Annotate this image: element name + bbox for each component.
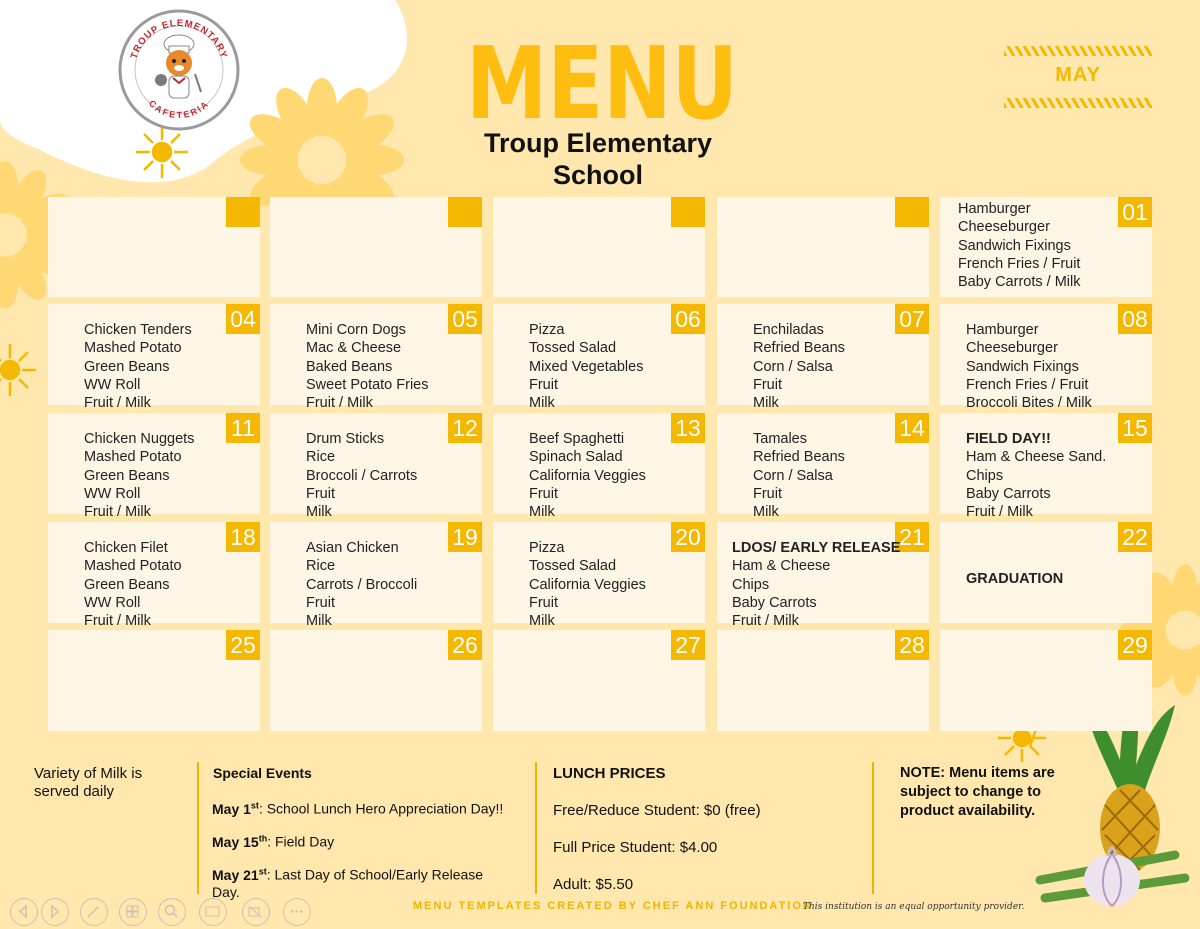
lunch-prices-heading: LUNCH PRICES xyxy=(553,765,666,782)
event-date: May 15th xyxy=(212,833,268,850)
menu-item: Beef Spaghetti xyxy=(529,431,625,447)
day-cell xyxy=(493,522,705,630)
menu-item: Tamales xyxy=(753,431,807,447)
menu-item: Rice xyxy=(306,558,336,575)
day-number: 27 xyxy=(671,630,705,660)
menu-item: Refried Beans xyxy=(753,340,845,357)
menu-item: Milk xyxy=(529,395,555,412)
menu-items xyxy=(84,539,256,630)
menu-item: Fruit xyxy=(753,485,782,502)
school-name: Troup Elementary School xyxy=(483,128,713,190)
menu-item: Spinach Salad xyxy=(529,449,623,466)
menu-item: Sandwich Fixings xyxy=(966,358,1079,375)
menu-item: Chicken Tenders xyxy=(84,322,192,338)
menu-item: Pizza xyxy=(529,322,565,338)
menu-item: Milk xyxy=(753,504,779,521)
menu-items xyxy=(753,321,925,412)
menu-item: Green Beans xyxy=(84,467,170,484)
day-cell xyxy=(940,304,1152,412)
menu-item: Drum Sticks xyxy=(306,431,385,447)
day-number: 12 xyxy=(448,413,482,443)
menu-item: Green Beans xyxy=(84,576,170,593)
day-number: 29 xyxy=(1118,630,1152,660)
menu-item: Mixed Vegetables xyxy=(529,358,644,375)
menu-item: Cheeseburger xyxy=(966,340,1058,357)
equal-opportunity-statement: This institution is an equal opportunity provider. xyxy=(803,902,1025,912)
event-text: : School Lunch Hero Appreciation Day!! xyxy=(258,800,504,817)
menu-item: Mini Corn Dogs xyxy=(306,322,406,338)
subtitles-icon[interactable] xyxy=(199,898,227,926)
day-number: 15 xyxy=(1118,413,1152,443)
menu-items xyxy=(966,570,1148,588)
day-number: 08 xyxy=(1118,304,1152,334)
menu-item: Milk xyxy=(306,504,332,521)
event-date: May 21st xyxy=(212,866,267,883)
menu-item: Broccoli Bites / Milk xyxy=(966,395,1092,412)
special-event xyxy=(212,797,512,818)
menu-item: Rice xyxy=(306,449,336,466)
menu-item: Chicken Nuggets xyxy=(84,431,195,447)
menu-items xyxy=(306,539,478,630)
slides-icon[interactable] xyxy=(119,898,147,926)
menu-items xyxy=(966,430,1148,521)
day-number: 07 xyxy=(895,304,929,334)
day-cell xyxy=(270,413,482,521)
menu-items xyxy=(306,430,478,521)
menu-item: Milk xyxy=(306,613,332,630)
day-number: 06 xyxy=(671,304,705,334)
more-icon[interactable] xyxy=(283,898,311,926)
sun-icon xyxy=(0,344,36,396)
day-number: 18 xyxy=(226,522,260,552)
day-number: 19 xyxy=(448,522,482,552)
menu-item: Chicken Filet xyxy=(84,540,168,556)
day-cell xyxy=(48,197,260,297)
special-event xyxy=(212,830,512,851)
availability-note: NOTE: Menu items are subject to change to product availability. xyxy=(900,765,1055,819)
prev-icon[interactable] xyxy=(10,898,38,926)
divider xyxy=(872,762,874,894)
menu-items xyxy=(529,539,701,630)
price-line: Free/Reduce Student: $0 (free) xyxy=(553,802,761,819)
menu-item: LDOS/ EARLY RELEASE xyxy=(732,540,901,556)
day-cell xyxy=(717,522,929,630)
day-number xyxy=(671,197,705,227)
day-number xyxy=(895,197,929,227)
date-suffix: th xyxy=(258,833,268,843)
menu-item: Corn / Salsa xyxy=(753,467,833,484)
menu-item: Fruit xyxy=(529,485,558,502)
menu-item: California Veggies xyxy=(529,467,646,484)
camera-off-icon[interactable] xyxy=(242,898,270,926)
menu-item: Fruit / Milk xyxy=(84,504,151,521)
menu-items xyxy=(732,539,925,630)
day-cell xyxy=(48,630,260,731)
day-cell xyxy=(717,197,929,297)
menu-item: Mashed Potato xyxy=(84,340,182,357)
day-cell xyxy=(48,413,260,521)
event-text: : Field Day xyxy=(267,833,335,850)
menu-item: Enchiladas xyxy=(753,322,824,338)
pen-icon[interactable] xyxy=(80,898,108,926)
hatch-decoration xyxy=(1004,46,1152,56)
menu-item: French Fries / Fruit xyxy=(966,376,1089,393)
day-number xyxy=(226,197,260,227)
logo-text-bottom: CAFETERIA xyxy=(146,98,212,121)
menu-item: Fruit xyxy=(753,376,782,393)
menu-item: Tossed Salad xyxy=(529,340,617,357)
day-cell xyxy=(940,630,1152,731)
menu-item: Fruit / Milk xyxy=(84,613,151,630)
day-number: 04 xyxy=(226,304,260,334)
day-number: 22 xyxy=(1118,522,1152,552)
menu-item: Tossed Salad xyxy=(529,558,617,575)
date-suffix: st xyxy=(250,800,259,810)
divider xyxy=(535,762,537,894)
menu-item: Fruit / Milk xyxy=(306,395,373,412)
event-text: : Last Day of School/Early Release Day. xyxy=(212,866,484,900)
menu-item: Chips xyxy=(966,467,1004,484)
price-line: Adult: $5.50 xyxy=(553,876,634,893)
menu-item: Fruit xyxy=(529,376,558,393)
menu-item: Baby Carrots xyxy=(966,485,1051,502)
special-events-heading: Special Events xyxy=(213,765,312,781)
day-number: 13 xyxy=(671,413,705,443)
menu-item: Milk xyxy=(529,504,555,521)
menu-item: Hamburger xyxy=(958,201,1031,217)
menu-item: WW Roll xyxy=(84,485,141,502)
menu-item: Cheeseburger xyxy=(958,219,1050,236)
day-cell xyxy=(493,630,705,731)
menu-items xyxy=(529,321,701,412)
menu-item: Fruit / Milk xyxy=(732,613,799,630)
day-cell xyxy=(493,304,705,412)
day-number: 26 xyxy=(448,630,482,660)
day-cell xyxy=(717,630,929,731)
day-cell xyxy=(270,197,482,297)
special-event xyxy=(212,863,512,901)
day-number: 05 xyxy=(448,304,482,334)
template-credit: MENU TEMPLATES CREATED BY CHEF ANN FOUNDATION xyxy=(413,900,813,912)
menu-item: Mashed Potato xyxy=(84,558,182,575)
day-cell xyxy=(48,304,260,412)
menu-items xyxy=(966,321,1148,412)
menu-item: Refried Beans xyxy=(753,449,845,466)
menu-item: Ham & Cheese Sand. xyxy=(966,449,1107,466)
menu-item: FIELD DAY!! xyxy=(966,431,1051,447)
menu-item: French Fries / Fruit xyxy=(958,255,1081,272)
menu-item: Green Beans xyxy=(84,358,170,375)
day-number: 21 xyxy=(895,522,929,552)
menu-items xyxy=(529,430,701,521)
divider xyxy=(197,762,199,894)
menu-item: WW Roll xyxy=(84,594,141,611)
month-banner xyxy=(1004,46,1152,108)
day-cell xyxy=(270,304,482,412)
menu-item: Fruit xyxy=(529,594,558,611)
month-label: MAY xyxy=(1055,64,1101,86)
menu-item: Mac & Cheese xyxy=(306,340,402,357)
menu-item: Mashed Potato xyxy=(84,449,182,466)
day-cell xyxy=(270,630,482,731)
menu-items xyxy=(753,430,925,521)
day-number xyxy=(448,197,482,227)
menu-item: WW Roll xyxy=(84,376,141,393)
menu-item: California Veggies xyxy=(529,576,646,593)
menu-item: Baked Beans xyxy=(306,358,393,375)
menu-item: Asian Chicken xyxy=(306,540,399,556)
day-cell xyxy=(48,522,260,630)
menu-item: Hamburger xyxy=(966,322,1039,338)
cafeteria-logo xyxy=(117,8,241,132)
menu-item: Carrots / Broccoli xyxy=(306,576,418,593)
menu-items xyxy=(84,430,256,521)
logo-text-top: TROUP ELEMENTARY xyxy=(128,17,230,61)
menu-item: GRADUATION xyxy=(966,571,1064,587)
price-line: Full Price Student: $4.00 xyxy=(553,839,718,856)
day-number: 01 xyxy=(1118,197,1152,227)
day-cell xyxy=(270,522,482,630)
menu-item: Broccoli / Carrots xyxy=(306,467,418,484)
zoom-icon[interactable] xyxy=(158,898,186,926)
menu-item: Milk xyxy=(529,613,555,630)
day-number: 25 xyxy=(226,630,260,660)
menu-item: Sandwich Fixings xyxy=(958,237,1071,254)
day-cell xyxy=(493,197,705,297)
menu-title xyxy=(462,30,742,130)
menu-items xyxy=(306,321,478,412)
date-suffix: st xyxy=(258,866,267,876)
menu-item: Fruit / Milk xyxy=(966,504,1033,521)
day-cell xyxy=(717,304,929,412)
day-number: 11 xyxy=(226,413,260,443)
menu-item: Chips xyxy=(732,576,770,593)
menu-item: Fruit xyxy=(306,485,335,502)
menu-item: Fruit xyxy=(306,594,335,611)
day-cell xyxy=(493,413,705,521)
day-number: 14 xyxy=(895,413,929,443)
event-date: May 1st xyxy=(212,800,259,817)
menu-items xyxy=(84,321,256,412)
menu-item: Baby Carrots / Milk xyxy=(958,274,1081,291)
menu-item: Fruit / Milk xyxy=(84,395,151,412)
menu-items xyxy=(958,200,1148,291)
menu-item: Corn / Salsa xyxy=(753,358,833,375)
svg-text:MENU: MENU xyxy=(466,30,738,130)
milk-note: Variety of Milk is served daily xyxy=(34,765,143,800)
day-cell xyxy=(940,522,1152,623)
day-cell xyxy=(717,413,929,521)
next-icon[interactable] xyxy=(41,898,69,926)
day-cell xyxy=(940,413,1152,521)
hatch-decoration xyxy=(1004,98,1152,108)
menu-item: Ham & Cheese xyxy=(732,558,831,575)
day-cell xyxy=(940,197,1152,297)
day-number: 28 xyxy=(895,630,929,660)
menu-item: Pizza xyxy=(529,540,565,556)
menu-item: Milk xyxy=(753,395,779,412)
menu-item: Baby Carrots xyxy=(732,594,817,611)
day-number: 20 xyxy=(671,522,705,552)
menu-item: Sweet Potato Fries xyxy=(306,376,429,393)
